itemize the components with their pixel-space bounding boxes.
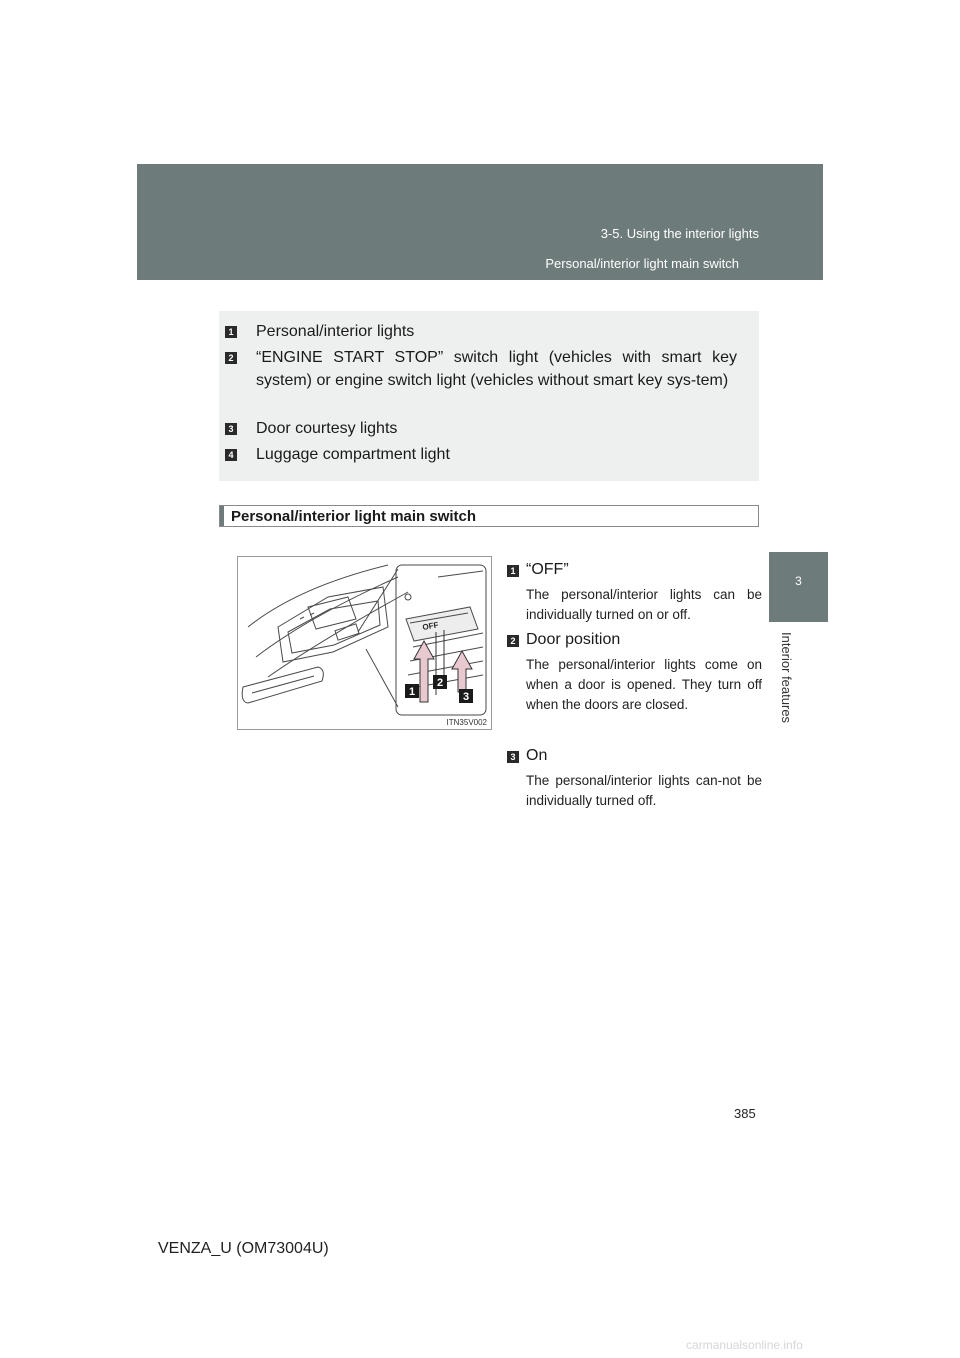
callout-1: 1	[408, 686, 416, 698]
figure-caption: ITN35V002	[446, 718, 487, 727]
number-badge: 1	[507, 565, 519, 577]
number-badge: 3	[507, 751, 519, 763]
list-item-door-courtesy-lights: Door courtesy lights	[256, 420, 398, 437]
watermark: carmanualsonline.info	[686, 1338, 803, 1352]
chapter-label: Interior features	[779, 632, 794, 724]
overhead-console-drawing	[238, 557, 491, 729]
list-item-engine-switch-light: “ENGINE START STOP” switch light (vehicles with smart key system) or engine switch light (vehicles without smart key sys-tem)	[256, 349, 737, 389]
switch-item-description: The personal/interior lights can-not be individually turned off.	[526, 773, 762, 808]
callout-2: 2	[436, 677, 444, 689]
chapter-number: 3	[795, 574, 802, 588]
switch-item-description: The personal/interior lights can be individually turned on or off.	[526, 587, 762, 622]
switch-item-title: On	[526, 747, 548, 764]
switch-off-label: OFF	[421, 620, 440, 632]
switch-illustration	[237, 556, 492, 730]
number-badge: 1	[225, 326, 237, 338]
number-badge: 2	[507, 635, 519, 647]
number-badge: 2	[225, 352, 237, 364]
header-band	[137, 164, 823, 280]
section-title-box	[219, 505, 759, 527]
list-item-luggage-light: Luggage compartment light	[256, 446, 450, 463]
list-item-personal-lights: Personal/interior lights	[256, 323, 415, 340]
chapter-tab[interactable]	[769, 552, 828, 622]
interior-lights-list	[219, 311, 759, 481]
switch-item-title: “OFF”	[526, 561, 569, 578]
callout-3: 3	[462, 691, 470, 703]
arrow-up-icon	[452, 651, 472, 692]
switch-item-title: Door position	[526, 631, 621, 648]
header-subsection-title: Personal/interior light main switch	[545, 256, 739, 271]
footer-model-code: VENZA_U (OM73004U)	[158, 1240, 329, 1257]
section-title-bar	[220, 506, 224, 526]
number-badge: 4	[225, 449, 237, 461]
section-title: Personal/interior light main switch	[231, 508, 477, 525]
switch-item-description: The personal/interior lights come on when a door is opened. They turn off when the doors are closed.	[526, 657, 762, 712]
page-number: 385	[734, 1106, 756, 1121]
number-badge: 3	[225, 423, 237, 435]
header-section-title: 3-5. Using the interior lights	[600, 226, 759, 241]
